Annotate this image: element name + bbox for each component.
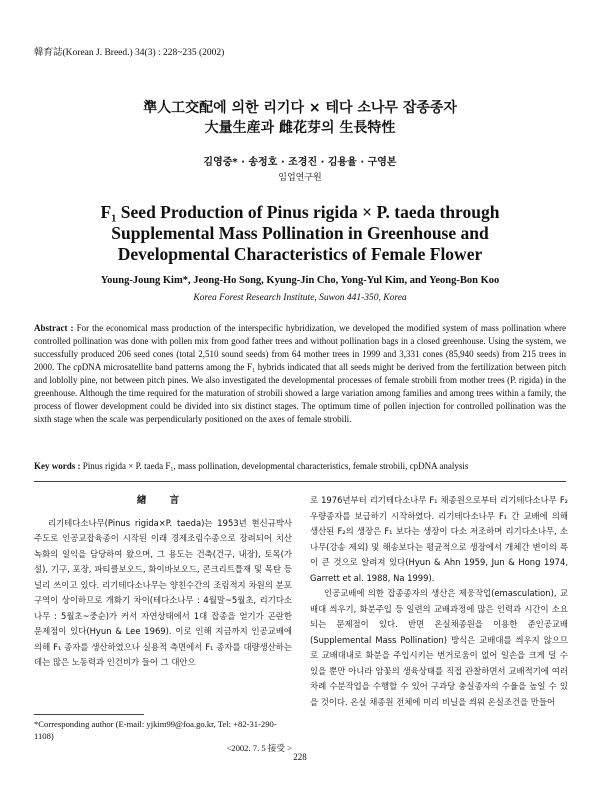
abstract-label: Abstract : xyxy=(34,323,74,333)
keywords-label: Key words : xyxy=(34,461,81,471)
abstract-text: For the economical mass production of the interspecific hybridization, we developed the modified system of mass pollination where controlled pollination was done with pollen mix from good father trees and without pollination bags in a closed greenhouse. Using the system, we successfully produced 206 seed cones (total 2,510 sound seeds) from 64 mother trees in 1999 and 3,331 cones (85,940 seeds) from 215 trees in 2000. The cpDNA microsatellite band patterns among the F₁ hybrids indicated that all seeds might be derived from the fertilization between pitch and loblolly pine, not between pitch pines. We also investigated the developmental processes of female strobili from mother trees (P. rigida) in the greenhouse. Although the time required for the maturation of strobili showed a large variation among families and among trees within a family, the process of flower development could be divided into six distinct stages. The optimum time of pollen injection for controlled pollination was the sixth stage when the scale was perpendicularly positioned on the axes of female strobili. xyxy=(34,323,567,424)
korean-title-line2: 大量生産과 雌花芽의 生長特性 xyxy=(204,120,396,136)
corresponding-author: *Corresponding author (E-mail: yjkim99@foa.go.kr, Tel: +82-31-290-1108) xyxy=(34,719,277,741)
left-paragraph-1: 리기테다소나무(Pinus rigida×P. taeda)는 1953년 현신규박사 주도로 인공교잡육종이 시작된 이래 경제조림수종으로 장려되어 치산녹화의 일익을 담당하여 왔으며, 그 용도는 건축(건구, 내장), 토목(가설), 기구, 포장, 파티클보오드, 화이바보오드, 콘크리트틀재 및 목탄 등 널리 쓰이고 있다. 리기테다소나무는 양친수간의 조림적지 차원의 분포 구역이 상이하므로 개화기 차이(테다소나무 : 4월말~5월초, 리기다소나무 : 5월초~중순)가 커서 자연상태에서 1대 잡종을 얻기가 곤란한 문제점이 있다(Hyun & Lee 1969). 이로 인해 지금까지 인공교배에 의해 F₁ 종자를 생산하였으나 실용적 측면에서 F₁ 종자를 대량생산하는데는 많은 노동력과 인건비가 들어 그 대안으 xyxy=(34,517,292,667)
english-title: F₁ Seed Production of Pinus rigida × P. taeda through Supplemental Mass Pollination in Greenhouse and Developmental Characteristics of Female Flower xyxy=(100,202,500,264)
received-date: <2002. 7. 5 接受 > xyxy=(226,743,292,753)
korean-authors: 김영중* · 송정호 · 조경진 · 김용율 · 구영본 xyxy=(203,157,397,168)
footnote xyxy=(34,718,292,754)
keywords-text: Pinus rigida × P. taeda F₁, mass pollination, developmental characteristics, female strobili, cpDNA analysis xyxy=(82,461,469,471)
keywords xyxy=(34,461,566,471)
right-column xyxy=(310,493,568,710)
footnote-divider xyxy=(34,714,144,715)
page-number: 228 xyxy=(293,752,307,762)
journal-citation: 韓育誌(Korean J. Breed.) 34(3) : 228~235 (2002) xyxy=(34,48,225,58)
right-paragraph-2: 인공교배에 의한 잡종종자의 생산은 제웅작업(emasculation), 교배대 씌우기, 화분주입 등 일련의 교배과정에 많은 인력과 시간이 소요되는 문제점이 있다. 반면 온실채종원을 이용한 준인공교배(Supplemental Mass Pollination) 방식은 교배대를 씌우지 않으므로 교배대내로 화분을 주입시키는 번거로움이 없어 일손을 크게 덜 수 있을 뿐만 아니라 암꽃의 생육상태를 직접 관찰하면서 교배적기에 여러 차례 수분작업을 수행할 수 있어 구과당 충실종자의 수율을 높일 수 있을 것이다. 온실 채종원 전체에 미리 비닐을 씌워 온실조건을 만들어 xyxy=(310,588,568,707)
english-affiliation: Korea Forest Research Institute, Suwon 441-350, Korea xyxy=(193,293,407,303)
left-column xyxy=(34,493,292,671)
right-paragraph-1: 로 1976년부터 리기테다소나무 F₁ 채종원으로부터 리기테다소나무 F₂ 우량종자를 보급하기 시작하였다. 리기테다소나무 F₁ 간 교배에 의해 생산된 F₂의 생장은 F₁ 보다는 생장이 다소 저조하며 리기다소나무, 소나무(강송 제외) 및 해송보다는 평균적으로 생장에서 개체간 변이의 폭이 큰 것으로 알려져 있다(Hyun & Ahn 1959, Jun & Hong 1974, Garrett et al. 1988, Na 1999). xyxy=(310,495,568,583)
section-divider xyxy=(34,481,566,482)
introduction-heading: 緖 言 xyxy=(136,495,190,506)
english-authors: Young-Joung Kim*, Jeong-Ho Song, Kyung-Jin Cho, Yong-Yul Kim, and Yeong-Bon Koo xyxy=(100,275,500,286)
korean-affiliation: 임업연구원 xyxy=(278,173,322,183)
abstract xyxy=(34,322,566,426)
korean-title-line1: 準人工交配에 의한 리기다 × 테다 소나무 잡종종자 xyxy=(143,100,457,116)
